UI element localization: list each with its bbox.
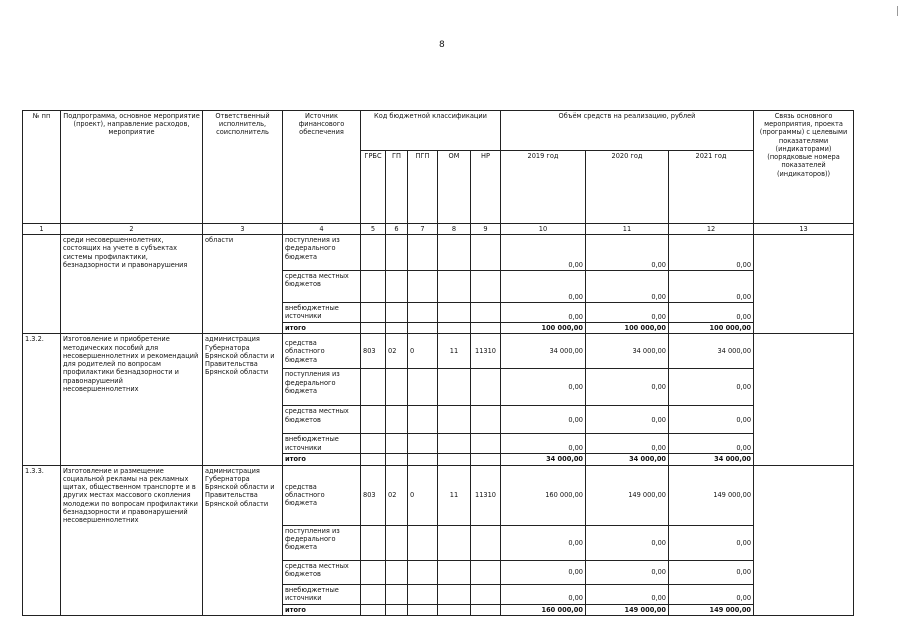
total-label: итого: [283, 604, 361, 615]
value-2020: 149 000,00: [586, 465, 669, 525]
total-2021: 34 000,00: [669, 454, 754, 465]
col-num: 7: [408, 224, 438, 235]
value-2021: 0,00: [669, 303, 754, 323]
col-num: 8: [438, 224, 471, 235]
col-num: 2: [61, 224, 203, 235]
header-source: Источник финансового обеспечения: [283, 111, 361, 224]
col-num: 10: [501, 224, 586, 235]
value-2020: 0,00: [586, 303, 669, 323]
value-2021: 0,00: [669, 434, 754, 454]
source-cell: внебюджетные источники: [283, 584, 361, 604]
source-cell: внебюджетные источники: [283, 303, 361, 323]
value-2019: 0,00: [501, 303, 586, 323]
col-num: 9: [471, 224, 501, 235]
edge-mark: [897, 6, 898, 16]
value-2019: 0,00: [501, 369, 586, 406]
budget-table: [22, 110, 854, 616]
value-2021: 0,00: [669, 369, 754, 406]
value-2020: 0,00: [586, 369, 669, 406]
value-2020: 0,00: [586, 271, 669, 303]
table-row: [23, 235, 854, 271]
code-grbs: 803: [361, 465, 386, 525]
item-number: 1.3.3.: [23, 465, 61, 615]
item-subprogram: Изготовление и размещение социальной рекламы на рекламных щитах, общественном транспорте и в других местах массового скопления молодежи по вопросам профилактики безнадзорности и правонарушений несовершеннолетних: [61, 465, 203, 615]
table-row: [23, 334, 854, 369]
value-2021: 0,00: [669, 235, 754, 271]
header-2021: 2021 год: [669, 151, 754, 224]
value-2021: 0,00: [669, 271, 754, 303]
value-2019: 0,00: [501, 584, 586, 604]
value-2019: 34 000,00: [501, 334, 586, 369]
code-nr: 11310: [471, 334, 501, 369]
value-2020: 34 000,00: [586, 334, 669, 369]
col-num: 5: [361, 224, 386, 235]
code-pgp: 0: [408, 334, 438, 369]
item-number: 1.3.2.: [23, 334, 61, 465]
col-num: 6: [386, 224, 408, 235]
source-cell: средства местных бюджетов: [283, 406, 361, 434]
source-cell: внебюджетные источники: [283, 434, 361, 454]
item-subprogram: Изготовление и приобретение методических пособий для несовершеннолетних и рекомендаций для родителей по вопросам профилактики безнадзорности и правонарушений несовершеннолетних: [61, 334, 203, 465]
header-volume: Объём средств на реализацию, рублей: [501, 111, 754, 151]
table-row: [23, 465, 854, 525]
link-cell: [754, 235, 854, 334]
total-2021: 100 000,00: [669, 323, 754, 334]
col-num: 3: [203, 224, 283, 235]
page-number: 8: [439, 40, 445, 50]
header-subprogram: Подпрограмма, основное мероприятие (проект), направление расходов, мероприятие: [61, 111, 203, 224]
code-nr: 11310: [471, 465, 501, 525]
value-2019: 160 000,00: [501, 465, 586, 525]
total-label: итого: [283, 454, 361, 465]
value-2019: 0,00: [501, 406, 586, 434]
value-2021: 0,00: [669, 560, 754, 584]
header-link: Связь основного мероприятия, проекта (программы) с целевыми показателями (индикаторами) (порядковые номера показателей (индикаторов)): [754, 111, 854, 224]
value-2021: 0,00: [669, 584, 754, 604]
col-num: 11: [586, 224, 669, 235]
source-cell: поступления из федерального бюджета: [283, 369, 361, 406]
col-num: 4: [283, 224, 361, 235]
source-cell: поступления из федерального бюджета: [283, 235, 361, 271]
col-num: 12: [669, 224, 754, 235]
header-om: ОМ: [438, 151, 471, 224]
value-2019: 0,00: [501, 560, 586, 584]
code-grbs: 803: [361, 334, 386, 369]
source-cell: средства областного бюджета: [283, 334, 361, 369]
header-nr: НР: [471, 151, 501, 224]
code-om: 11: [438, 334, 471, 369]
total-2020: 149 000,00: [586, 604, 669, 615]
total-2021: 149 000,00: [669, 604, 754, 615]
total-2019: 34 000,00: [501, 454, 586, 465]
total-2019: 160 000,00: [501, 604, 586, 615]
value-2020: 0,00: [586, 434, 669, 454]
value-2019: 0,00: [501, 235, 586, 271]
col-num: 13: [754, 224, 854, 235]
link-cell: [754, 334, 854, 465]
header-row-1: [23, 111, 854, 151]
value-2020: 0,00: [586, 525, 669, 560]
header-gp: ГП: [386, 151, 408, 224]
total-2020: 100 000,00: [586, 323, 669, 334]
header-2019: 2019 год: [501, 151, 586, 224]
header-responsible: Ответственный исполнитель, соисполнитель: [203, 111, 283, 224]
item-responsible: администрация Губернатора Брянской области и Правительства Брянской области: [203, 465, 283, 615]
code-gp: 02: [386, 465, 408, 525]
value-2020: 0,00: [586, 560, 669, 584]
total-2019: 100 000,00: [501, 323, 586, 334]
header-2020: 2020 год: [586, 151, 669, 224]
header-grbs: ГРБС: [361, 151, 386, 224]
value-2019: 0,00: [501, 525, 586, 560]
header-no: № пп: [23, 111, 61, 224]
value-2021: 0,00: [669, 525, 754, 560]
item-responsible: администрация Губернатора Брянской области и Правительства Брянской области: [203, 334, 283, 465]
value-2021: 34 000,00: [669, 334, 754, 369]
value-2021: 0,00: [669, 406, 754, 434]
value-2020: 0,00: [586, 584, 669, 604]
code-gp: 02: [386, 334, 408, 369]
source-cell: поступления из федерального бюджета: [283, 525, 361, 560]
value-2019: 0,00: [501, 271, 586, 303]
value-2020: 0,00: [586, 235, 669, 271]
value-2021: 149 000,00: [669, 465, 754, 525]
total-2020: 34 000,00: [586, 454, 669, 465]
source-cell: средства местных бюджетов: [283, 271, 361, 303]
total-label: итого: [283, 323, 361, 334]
source-cell: средства местных бюджетов: [283, 560, 361, 584]
header-budget-code: Код бюджетной классификации: [361, 111, 501, 151]
code-pgp: 0: [408, 465, 438, 525]
value-2020: 0,00: [586, 406, 669, 434]
item-number: [23, 235, 61, 334]
source-cell: средства областного бюджета: [283, 465, 361, 525]
item-responsible: области: [203, 235, 283, 334]
code-om: 11: [438, 465, 471, 525]
link-cell: [754, 465, 854, 615]
col-num: 1: [23, 224, 61, 235]
column-numbers-row: [23, 224, 854, 235]
header-pgp: ПГП: [408, 151, 438, 224]
item-subprogram: среди несовершеннолетних, состоящих на учете в субъектах системы профилактики, безнадзорности и правонарушения: [61, 235, 203, 334]
value-2019: 0,00: [501, 434, 586, 454]
